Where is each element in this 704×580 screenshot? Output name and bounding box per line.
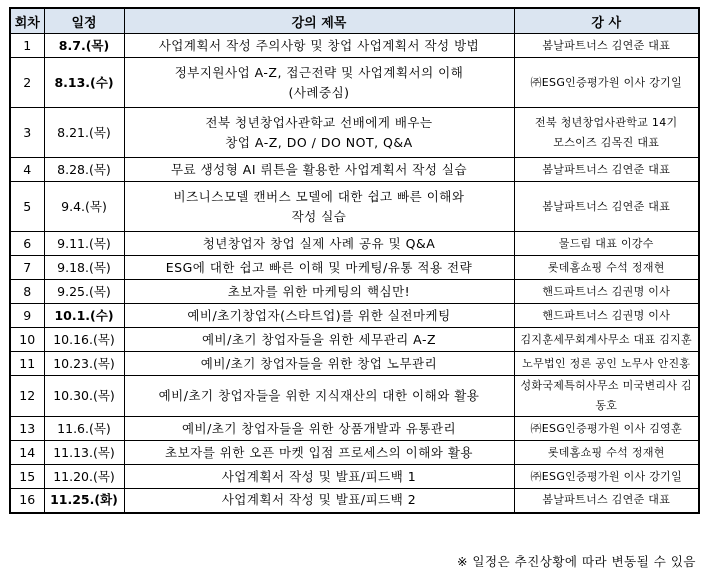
row-no: 11 [10, 352, 44, 376]
row-no: 6 [10, 232, 44, 256]
table-row [10, 304, 699, 328]
row-no: 15 [10, 465, 44, 489]
row-date: 8.13.(수) [44, 58, 124, 108]
row-date: 11.13.(목) [44, 441, 124, 465]
row-date: 11.25.(화) [44, 489, 124, 513]
row-instructor: 노무법인 정론 공인 노무사 안진홍 [514, 352, 699, 376]
row-title: 초보자를 위한 오픈 마켓 입점 프로세스의 이해와 활용 [124, 441, 514, 465]
row-date: 10.23.(목) [44, 352, 124, 376]
header-date: 일정 [44, 8, 124, 34]
row-title: 비즈니스모델 캔버스 모델에 대한 쉽고 빠른 이해와 작성 실습 [124, 182, 514, 232]
row-instructor: 김지훈세무회계사무소 대표 김지훈 [514, 328, 699, 352]
row-no: 1 [10, 34, 44, 58]
row-instructor: 핸드파트너스 김권명 이사 [514, 304, 699, 328]
header-title: 강의 제목 [124, 8, 514, 34]
table-row [10, 34, 699, 58]
row-no: 10 [10, 328, 44, 352]
table-row [10, 256, 699, 280]
row-date: 8.7.(목) [44, 34, 124, 58]
table-row [10, 158, 699, 182]
row-instructor: 봄날파트너스 김연준 대표 [514, 489, 699, 513]
row-title: 사업계획서 작성 주의사항 및 창업 사업계획서 작성 방법 [124, 34, 514, 58]
header-no: 회차 [10, 8, 44, 34]
row-date: 9.18.(목) [44, 256, 124, 280]
table-row [10, 352, 699, 376]
row-title: 예비/초기 창업자들을 위한 지식재산의 대한 이해와 활용 [124, 376, 514, 417]
row-no: 12 [10, 376, 44, 417]
row-instructor: 롯데홈쇼핑 수석 정재현 [514, 441, 699, 465]
row-instructor: 봄날파트너스 김연준 대표 [514, 34, 699, 58]
row-no: 4 [10, 158, 44, 182]
row-date: 11.6.(목) [44, 417, 124, 441]
table-row [10, 232, 699, 256]
header-instructor: 강 사 [514, 8, 699, 34]
row-instructor: 성화국제특허사무소 미국변리사 김동호 [514, 376, 699, 417]
row-instructor: 전북 청년창업사관학교 14기 모스이즈 김목진 대표 [514, 108, 699, 158]
row-no: 16 [10, 489, 44, 513]
row-title: 예비/초기 창업자들을 위한 세무관리 A-Z [124, 328, 514, 352]
table-row [10, 182, 699, 232]
row-date: 8.28.(목) [44, 158, 124, 182]
row-date: 9.4.(목) [44, 182, 124, 232]
row-instructor: ㈜ESG인증평가원 이사 강기일 [514, 58, 699, 108]
row-no: 9 [10, 304, 44, 328]
row-title: 예비/초기 창업자들을 위한 창업 노무관리 [124, 352, 514, 376]
table-row [10, 376, 699, 417]
row-title: 전북 청년창업사관학교 선배에게 배우는 창업 A-Z, DO / DO NOT, Q&A [124, 108, 514, 158]
row-title: 무료 생성형 AI 뤼튼을 활용한 사업계획서 작성 실습 [124, 158, 514, 182]
table-row [10, 489, 699, 513]
lecture-schedule-table [9, 7, 700, 514]
row-date: 11.20.(목) [44, 465, 124, 489]
row-no: 8 [10, 280, 44, 304]
row-instructor: 롯데홈쇼핑 수석 정재현 [514, 256, 699, 280]
table-row [10, 108, 699, 158]
row-title: 정부지원사업 A-Z, 접근전략 및 사업계획서의 이해 (사례중심) [124, 58, 514, 108]
table-row [10, 328, 699, 352]
row-instructor: 물드림 대표 이강수 [514, 232, 699, 256]
row-instructor: 핸드파트너스 김권명 이사 [514, 280, 699, 304]
row-date: 10.16.(목) [44, 328, 124, 352]
row-title: 예비/초기창업자(스타트업)를 위한 실전마케팅 [124, 304, 514, 328]
table-row [10, 58, 699, 108]
schedule-body [10, 34, 699, 513]
row-date: 8.21.(목) [44, 108, 124, 158]
table-row [10, 280, 699, 304]
row-instructor: 봄날파트너스 김연준 대표 [514, 182, 699, 232]
row-title: 초보자를 위한 마케팅의 핵심만! [124, 280, 514, 304]
schedule-note: ※ 일정은 추진상황에 따라 변동될 수 있음 [456, 554, 696, 569]
row-title: 사업계획서 작성 및 발표/피드백 1 [124, 465, 514, 489]
row-date: 9.11.(목) [44, 232, 124, 256]
row-no: 14 [10, 441, 44, 465]
row-no: 7 [10, 256, 44, 280]
table-row [10, 417, 699, 441]
row-no: 3 [10, 108, 44, 158]
table-row [10, 441, 699, 465]
row-date: 10.30.(목) [44, 376, 124, 417]
row-no: 13 [10, 417, 44, 441]
row-date: 10.1.(수) [44, 304, 124, 328]
row-title: 사업계획서 작성 및 발표/피드백 2 [124, 489, 514, 513]
row-no: 2 [10, 58, 44, 108]
table-row [10, 465, 699, 489]
row-instructor: 봄날파트너스 김연준 대표 [514, 158, 699, 182]
row-title: 예비/초기 창업자들을 위한 상품개발과 유통관리 [124, 417, 514, 441]
row-title: ESG에 대한 쉽고 빠른 이해 및 마케팅/유통 적용 전략 [124, 256, 514, 280]
row-no: 5 [10, 182, 44, 232]
row-instructor: ㈜ESG인증평가원 이사 김영훈 [514, 417, 699, 441]
header-row [10, 8, 699, 34]
row-date: 9.25.(목) [44, 280, 124, 304]
row-title: 청년창업자 창업 실제 사례 공유 및 Q&A [124, 232, 514, 256]
row-instructor: ㈜ESG인증평가원 이사 강기일 [514, 465, 699, 489]
